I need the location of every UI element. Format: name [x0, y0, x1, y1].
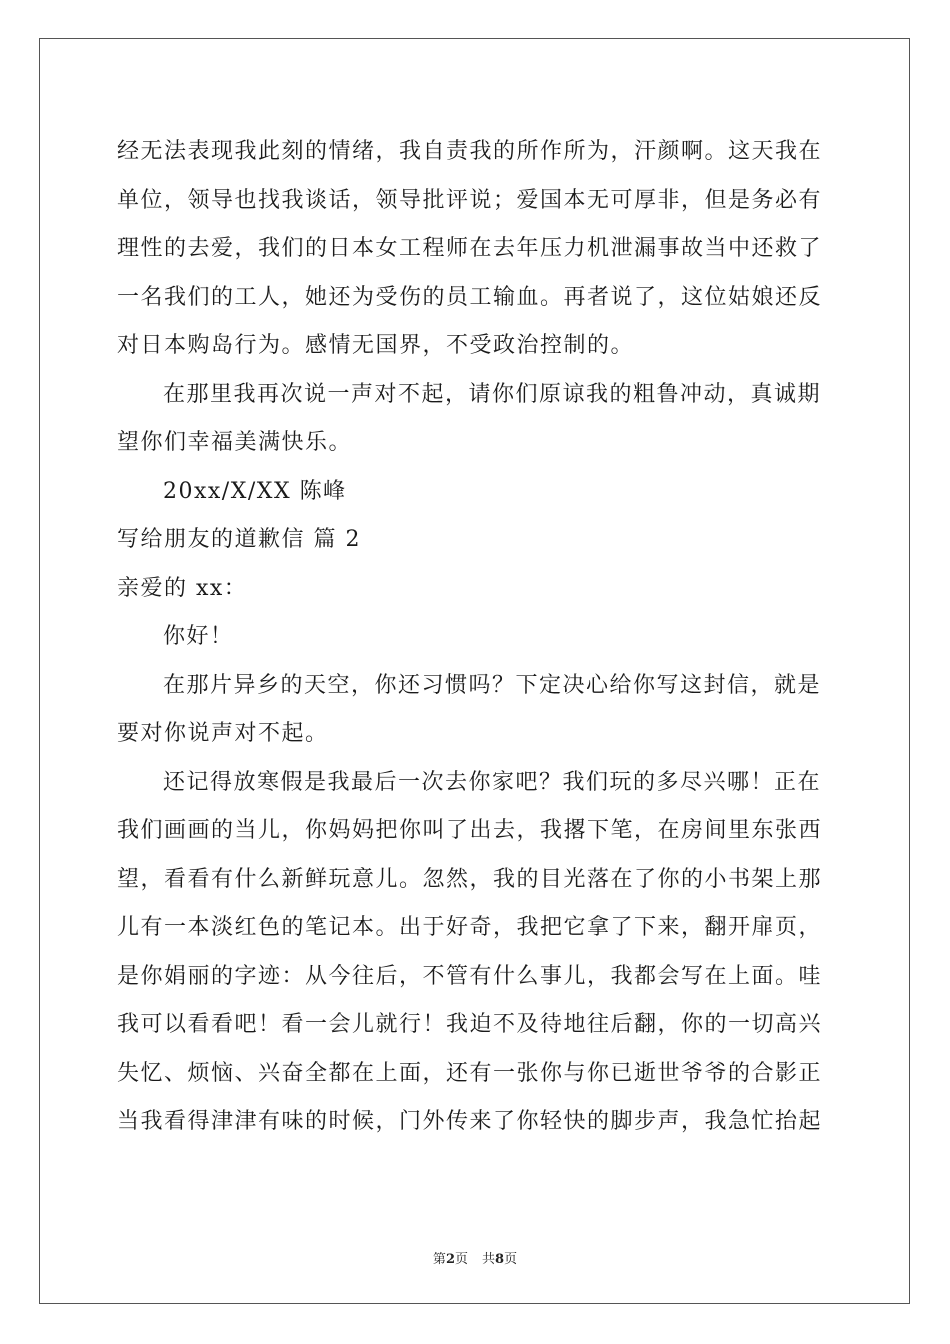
- text-line: 要对你说声对不起。: [117, 721, 329, 746]
- total-prefix: 共: [482, 1252, 496, 1267]
- text-line: 在那片异乡的天空，你还习惯吗？下定决心给你写这封信，就是: [163, 672, 822, 698]
- text-line: 望你们幸福美满快乐。: [117, 430, 353, 455]
- page-suffix: 页: [454, 1252, 468, 1267]
- current-page-number: 2: [445, 1252, 455, 1267]
- text-line: 当我看得津津有味的时候，门外传来了你轻快的脚步声，我急忙抬起: [117, 1109, 823, 1134]
- page-prefix: 第: [432, 1252, 446, 1267]
- text-line: 你好！: [163, 624, 234, 649]
- text-line: 失忆、烦恼、兴奋全都在上面，还有一张你与你已逝世爷爷的合影正: [117, 1060, 823, 1086]
- total-suffix: 页: [504, 1252, 518, 1267]
- text-line: 我可以看看吧！看一会儿就行！我迫不及待地往后翻，你的一切高兴: [117, 1012, 823, 1037]
- text-line: 还记得放寒假是我最后一次去你家吧？我们玩的多尽兴哪！正在: [163, 769, 822, 795]
- total-pages-number: 8: [495, 1252, 505, 1267]
- text-line: 理性的去爱，我们的日本女工程师在去年压力机泄漏事故当中还救了: [117, 236, 823, 261]
- page-footer: [0, 1248, 950, 1267]
- text-line: 望，看看有什么新鲜玩意儿。忽然，我的目光落在了你的小书架上那: [117, 866, 823, 892]
- text-line: 亲爱的 xx：: [117, 575, 248, 601]
- text-line: 对日本购岛行为。感情无国界，不受政治控制的。: [117, 333, 635, 358]
- document-body: [117, 128, 837, 1147]
- text-line: 在那里我再次说一声对不起，请你们原谅我的粗鲁冲动，真诚期: [163, 381, 822, 407]
- text-line: 儿有一本淡红色的笔记本。出于好奇，我把它拿了下来，翻开扉页，: [117, 915, 823, 940]
- text-line: 经无法表现我此刻的情绪，我自责我的所作所为，汗颜啊。这天我在: [117, 139, 823, 164]
- text-line: 单位，领导也找我谈话，领导批评说；爱国本无可厚非，但是务必有: [117, 187, 823, 213]
- text-line: 我们画画的当儿，你妈妈把你叫了出去，我撂下笔，在房间里东张西: [117, 818, 823, 843]
- text-line: 写给朋友的道歉信 篇 2: [117, 527, 361, 552]
- text-line: 一名我们的工人，她还为受伤的员工输血。再者说了，这位姑娘还反: [117, 284, 823, 310]
- text-line: 是你娟丽的字迹：从今往后，不管有什么事儿，我都会写在上面。哇: [117, 963, 823, 989]
- text-line: 20xx/X/XX 陈峰: [163, 478, 347, 504]
